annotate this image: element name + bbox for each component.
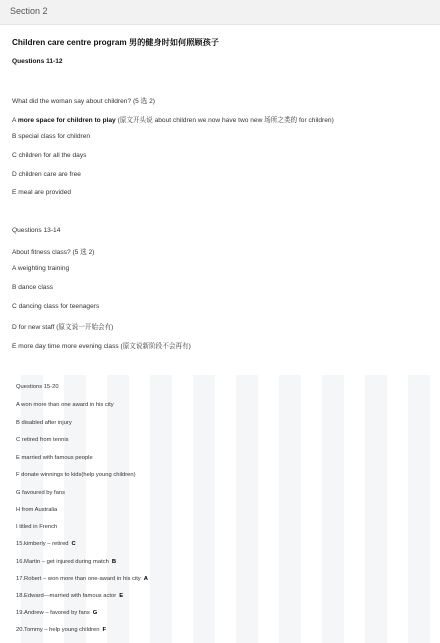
answer-row-16 [16,559,116,565]
option-e-13 [12,340,191,350]
answer-question: 15.kimberly – retired [16,541,69,547]
option-text: (原文开头说 about children we now have two new 场所之类的 for children) [115,117,334,124]
option-15-20: G favoured by fans [16,490,65,496]
answer-row-17 [16,576,148,582]
answer-letter: C [71,541,76,547]
answer-row-20 [16,627,106,633]
option-letter: C [12,152,17,159]
questions-13-14-heading: Questions 13-14 [12,227,61,234]
option-text: weighting training [17,265,70,272]
option-e-11 [12,189,71,196]
option-15-20: F donate winnings to kids(help young children) [16,472,136,478]
option-text: more day time more evening class (原文说新阶段不会再有) [18,343,191,350]
option-text: children for all the days [18,152,87,159]
option-c-13 [12,303,99,310]
option-c-11 [12,152,86,159]
answer-letter: A [143,576,148,582]
answer-question: 18.Edward—married with famous actor [16,593,117,599]
option-b-13 [12,284,53,291]
option-letter: B [12,284,17,291]
section-header [0,0,440,25]
option-text: dance class [18,284,54,291]
option-15-20: H from Australia [16,507,58,513]
option-letter: A [12,117,17,124]
option-letter: D [12,171,17,178]
option-text: children care are free [18,171,81,178]
option-letter: E [12,343,17,350]
page-title: Children care centre program 男的健身时如何照顾孩子 [12,38,219,47]
option-15-20: E married with famous people [16,455,93,461]
questions-15-20-heading: Questions 15-20 [16,384,59,390]
answer-question: 19.Andrew – favored by fans [16,610,90,616]
option-letter: B [12,133,17,140]
answer-row-18 [16,593,123,599]
option-text: dancing class for teenagers [18,303,100,310]
option-letter: A [12,265,17,272]
option-15-20: C retired from tennis [16,437,69,443]
option-letter: C [12,303,17,310]
option-letter: E [12,189,17,196]
answer-question: 16.Martin – get injured during match [16,559,109,565]
option-letter: D [12,324,17,331]
option-d-13 [12,321,113,331]
option-b-11 [12,133,90,140]
option-a-13 [12,265,69,272]
option-15-20: I titled in French [16,524,58,530]
question-11-12-text: What did the woman say about children? (5 选 2) [12,98,155,105]
option-bold-text: more space for children to play [17,117,116,124]
answer-letter: B [111,559,116,565]
option-d-11 [12,171,81,178]
option-15-20: B disabled after injury [16,420,72,426]
option-text: meal are provided [18,189,72,196]
answer-row-19 [16,610,97,616]
option-15-20: A won more than one award in his city [16,402,114,408]
answer-question: 17.Robert – won more than one-award in his city [16,576,141,582]
option-a-11 [12,114,334,124]
answer-letter: E [119,593,124,599]
question-13-14-text: About fitness class? (5 选 2) [12,249,95,256]
answer-letter: G [92,610,98,616]
striped-background [0,375,440,643]
answer-letter: F [102,627,107,633]
answer-question: 20.Tommy – help young children [16,627,100,633]
questions-11-12-heading: Questions 11-12 [12,58,63,65]
answer-row-15 [16,541,76,547]
option-text: special class for children [18,133,91,140]
option-text: for new staff (原文说一开始会有) [18,324,114,331]
section-title: Section 2 [10,6,48,16]
